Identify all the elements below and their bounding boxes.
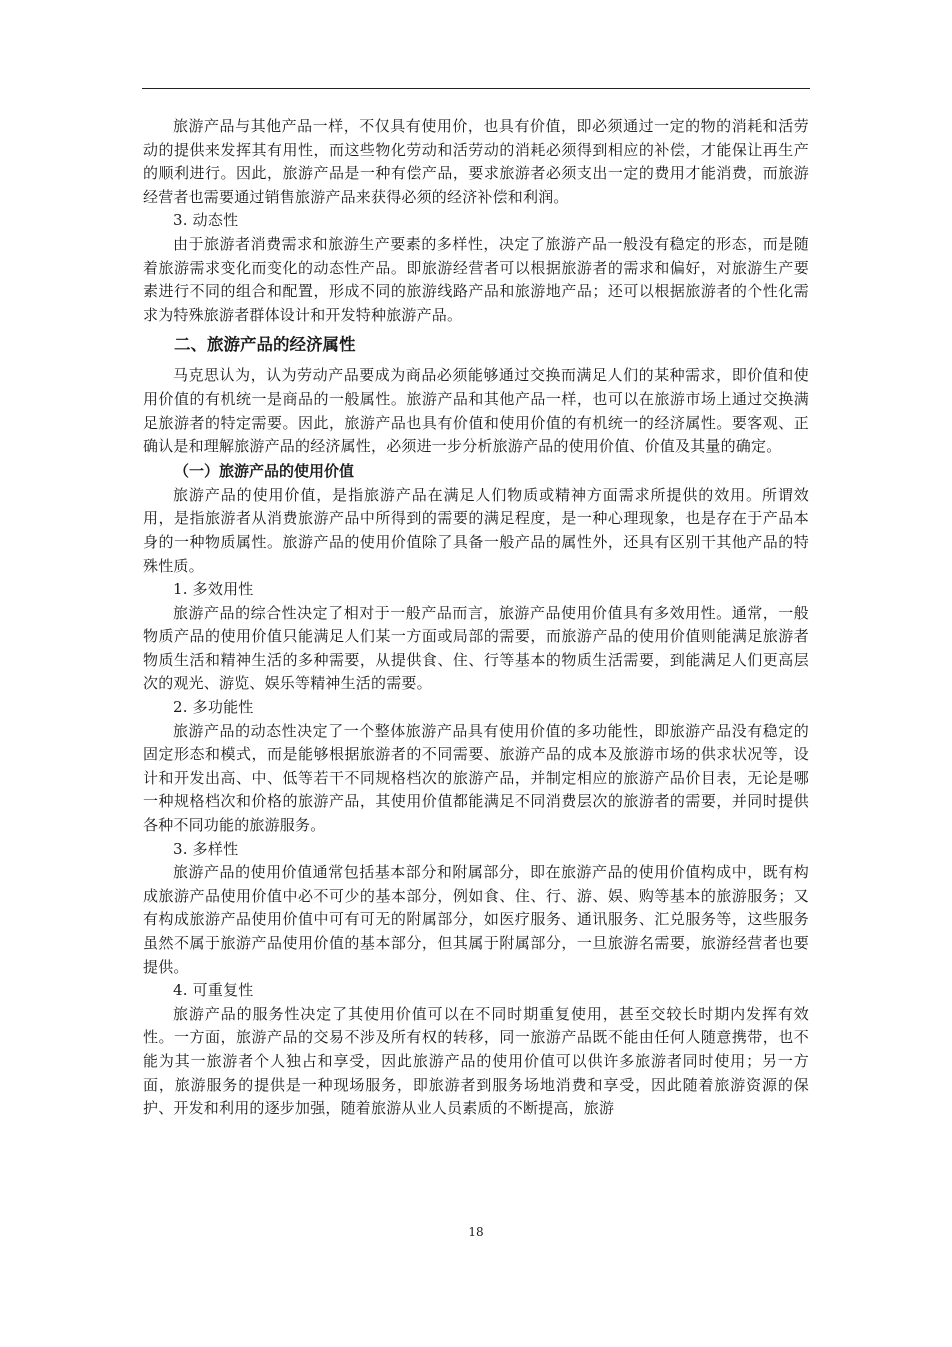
list-item-heading: 1. 多效用性 bbox=[173, 580, 254, 599]
list-item-heading: 2. 多功能性 bbox=[173, 698, 254, 717]
paragraph: 旅游产品与其他产品一样，不仅具有使用价，也具有价值，即必须通过一定的物的消耗和活劳动的提供来发挥其有用性，而这些物化劳动和活劳动的消耗必须得到相应的补偿，才能保让再生产的顺利进行。因此，旅游产品是一种有偿产品，要求旅游者必须支出一定的费用才能消费，而旅游经营者也需要通过销售旅游产品来获得必须的经济补偿和利润。 bbox=[143, 117, 809, 206]
header-rule bbox=[142, 88, 810, 89]
paragraph: 由于旅游者消费需求和旅游生产要素的多样性，决定了旅游产品一般没有稳定的形态，而是随着旅游需求变化而变化的动态性产品。即旅游经营者可以根据旅游者的需求和偏好，对旅游生产要素进行不同的组合和配置，形成不同的旅游线路产品和旅游地产品；还可以根据旅游者的个性化需求为特殊旅游者群体设计和开发特种旅游产品。 bbox=[143, 234, 809, 324]
list-item-heading: 4. 可重复性 bbox=[173, 981, 254, 1000]
paragraph: 旅游产品的综合性决定了相对于一般产品而言，旅游产品使用价值具有多效用性。通常，一般物质产品的使用价值只能满足人们某一方面或局部的需要，而旅游产品的使用价值则能满足旅游者物质生活和精神生活的多种需要，从提供食、住、行等基本的物质生活需要，到能满足人们更高层次的观光、游览、娱乐等精神生活的需要。 bbox=[143, 603, 809, 693]
paragraph: 旅游产品的服务性决定了其使用价值可以在不同时期重复使用，甚至交较长时期内发挥有效性。一方面，旅游产品的交易不涉及所有权的转移，同一旅游产品既不能由任何人随意携带，也不能为其一旅游者个人独占和享受，因此旅游产品的使用价值可以供许多旅游者同时使用；另一方面，旅游服务的提供是一种现场服务，即旅游者到服务场地消费和享受，因此随着旅游资源的保护、开发和利用的逐步加强，随着旅游从业人员素质的不断提高，旅游 bbox=[143, 1004, 809, 1118]
section-heading: 二、旅游产品的经济属性 bbox=[174, 335, 356, 355]
list-item-heading: 3. 动态性 bbox=[173, 211, 239, 230]
paragraph: 旅游产品的使用价值，是指旅游产品在满足人们物质或精神方面需求所提供的效用。所谓效用，是指旅游者从消费旅游产品中所得到的需要的满足程度，是一种心理现象，也是存在于产品本身的一种物质属性。旅游产品的使用价值除了具备一般产品的属性外，还具有区别干其他产品的特殊性质。 bbox=[143, 485, 809, 575]
list-item-heading: 3. 多样性 bbox=[173, 839, 239, 858]
paragraph: 马克思认为，认为劳动产品要成为商品必须能够通过交换而满足人们的某种需求，即价值和使用价值的有机统一是商品的一般属性。旅游产品和其他产品一样，也可以在旅游市场上通过交换满足旅游者的特定需要。因此，旅游产品也具有价值和使用价值的有机统一的经济属性。要客观、正确认是和理解旅游产品的经济属性，必须进一步分析旅游产品的使用价值、价值及其量的确定。 bbox=[143, 366, 809, 456]
paragraph: 旅游产品的使用价值通常包括基本部分和附属部分，即在旅游产品的使用价值构成中，既有构成旅游产品使用价值中必不可少的基本部分，例如食、住、行、游、娱、购等基本的旅游服务；又有构成旅游产品使用价值中可有可无的附属部分，如医疗服务、通讯服务、汇兑服务等，这些服务虽然不属于旅游产品使用价值的基本部分，但其属于附属部分，一旦旅游名需要，旅游经营者也要提供。 bbox=[143, 863, 809, 976]
page-body bbox=[143, 115, 809, 1121]
paragraph: 旅游产品的动态性决定了一个整体旅游产品具有使用价值的多功能性，即旅游产品没有稳定的固定形态和模式，而是能够根据旅游者的不同需要、旅游产品的成本及旅游市场的供求状况等，设计和开发出高、中、低等若干不同规格档次的旅游产品，并制定相应的旅游产品价目表，无论是哪一种规格档次和价格的旅游产品，其使用价值都能满足不同消费层次的旅游者的需要，并同时提供各种不同功能的旅游服务。 bbox=[143, 721, 809, 835]
page-number: 18 bbox=[468, 1225, 484, 1239]
subsection-heading: （一）旅游产品的使用价值 bbox=[174, 461, 355, 480]
